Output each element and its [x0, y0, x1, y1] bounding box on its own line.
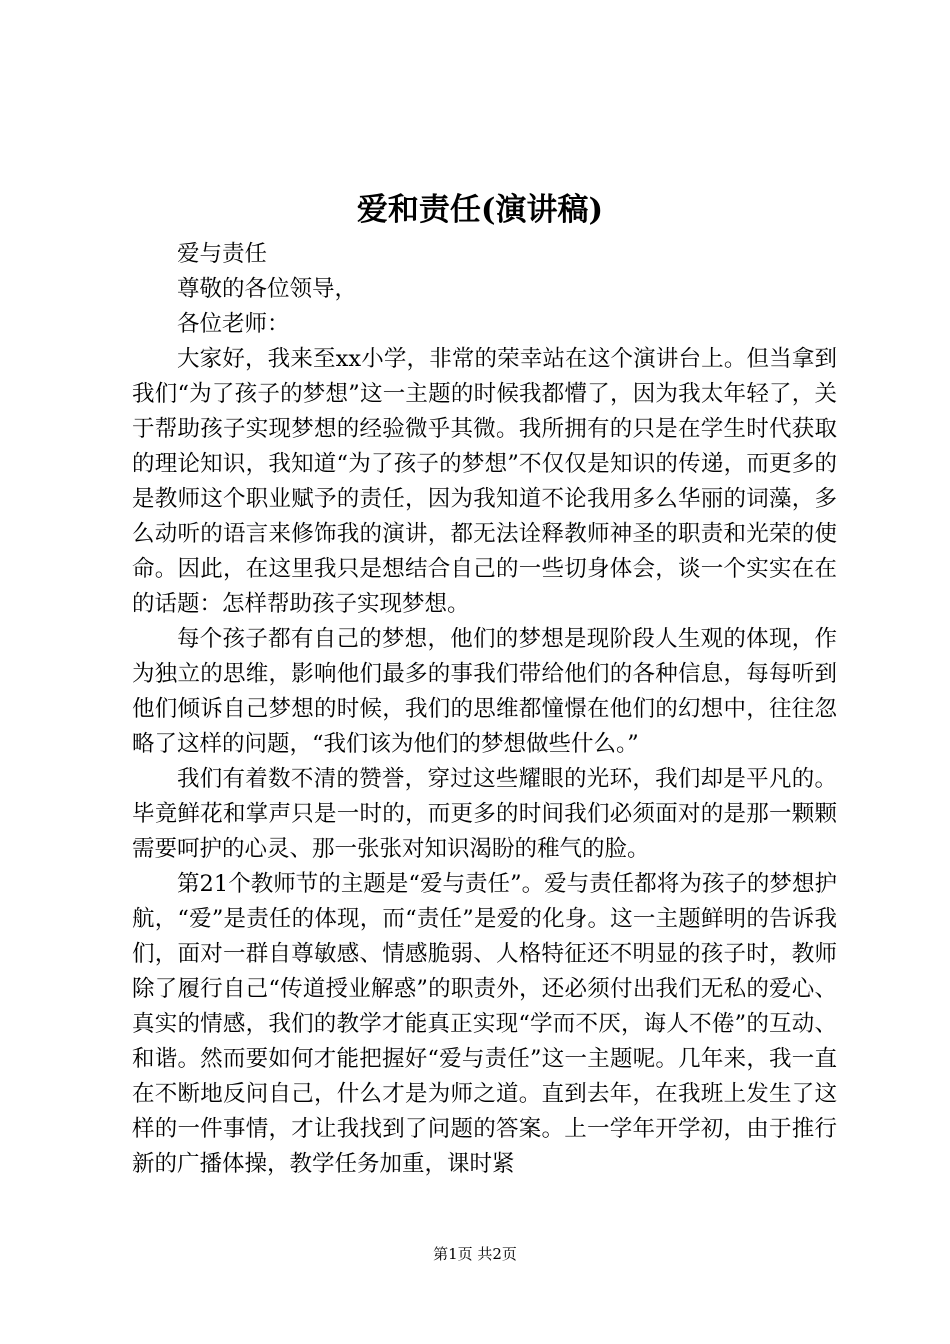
paragraph-salutation-leaders: 尊敬的各位领导，: [177, 276, 358, 302]
paragraph-dreams: 每个孩子都有自己的梦想，他们的梦想是现阶段人生观的体现，作为独立的思维，影响他们最多的事我们带给他们的各种信息，每每听到他们倾诉自己梦想的时候，我们的思维都憧憬在他们的幻想中，往往忽略了这样的问题，“我们该为他们的梦想做些什么。”: [132, 626, 837, 757]
document-body: [132, 237, 837, 1182]
document-title: 爱和责任(演讲稿): [356, 192, 604, 228]
paragraph-ordinary: 我们有着数不清的赞誉，穿过这些耀眼的光环，我们却是平凡的。毕竟鲜花和掌声只是一时的，而更多的时间我们必须面对的是那一颗颗需要呵护的心灵、那一张张对知识渴盼的稚气的脸。: [132, 766, 837, 862]
paragraph-love-responsibility: 第21个教师节的主题是“爱与责任”。爱与责任都将为孩子的梦想护航，“爱”是责任的体现，而“责任”是爱的化身。这一主题鲜明的告诉我们，面对一群自尊敏感、情感脆弱、人格特征还不明显的孩子时，教师除了履行自己“传道授业解惑”的职责外，还必须付出我们无私的爱心、真实的情感，我们的教学才能真正实现“学而不厌，诲人不倦”的互动、和谐。然而要如何才能把握好“爱与责任”这一主题呢。几年来，我一直在不断地反问自己，什么才是为师之道。直到去年，在我班上发生了这样的一件事情，才让我找到了问题的答案。上一学年开学初，由于推行新的广播体操，教学任务加重，课时紧: [132, 871, 837, 1177]
paragraph-heading: 爱与责任: [177, 241, 268, 267]
paragraph-salutation-teachers: 各位老师：: [177, 311, 290, 337]
paragraph-intro: 大家好，我来至xx小学，非常的荣幸站在这个演讲台上。但当拿到我们“为了孩子的梦想”这一主题的时候我都懵了，因为我太年轻了，关于帮助孩子实现梦想的经验微乎其微。我所拥有的只是在学生时代获取的理论知识，我知道“为了孩子的梦想”不仅仅是知识的传递，而更多的是教师这个职业赋予的责任，因为我知道不论我用多么华丽的词藻，多么动听的语言来修饰我的演讲，都无法诠释教师神圣的职责和光荣的使命。因此，在这里我只是想结合自己的一些切身体会，谈一个实实在在的话题：怎样帮助孩子实现梦想。: [132, 346, 837, 617]
page-footer: 第1页 共2页: [433, 1245, 517, 1263]
